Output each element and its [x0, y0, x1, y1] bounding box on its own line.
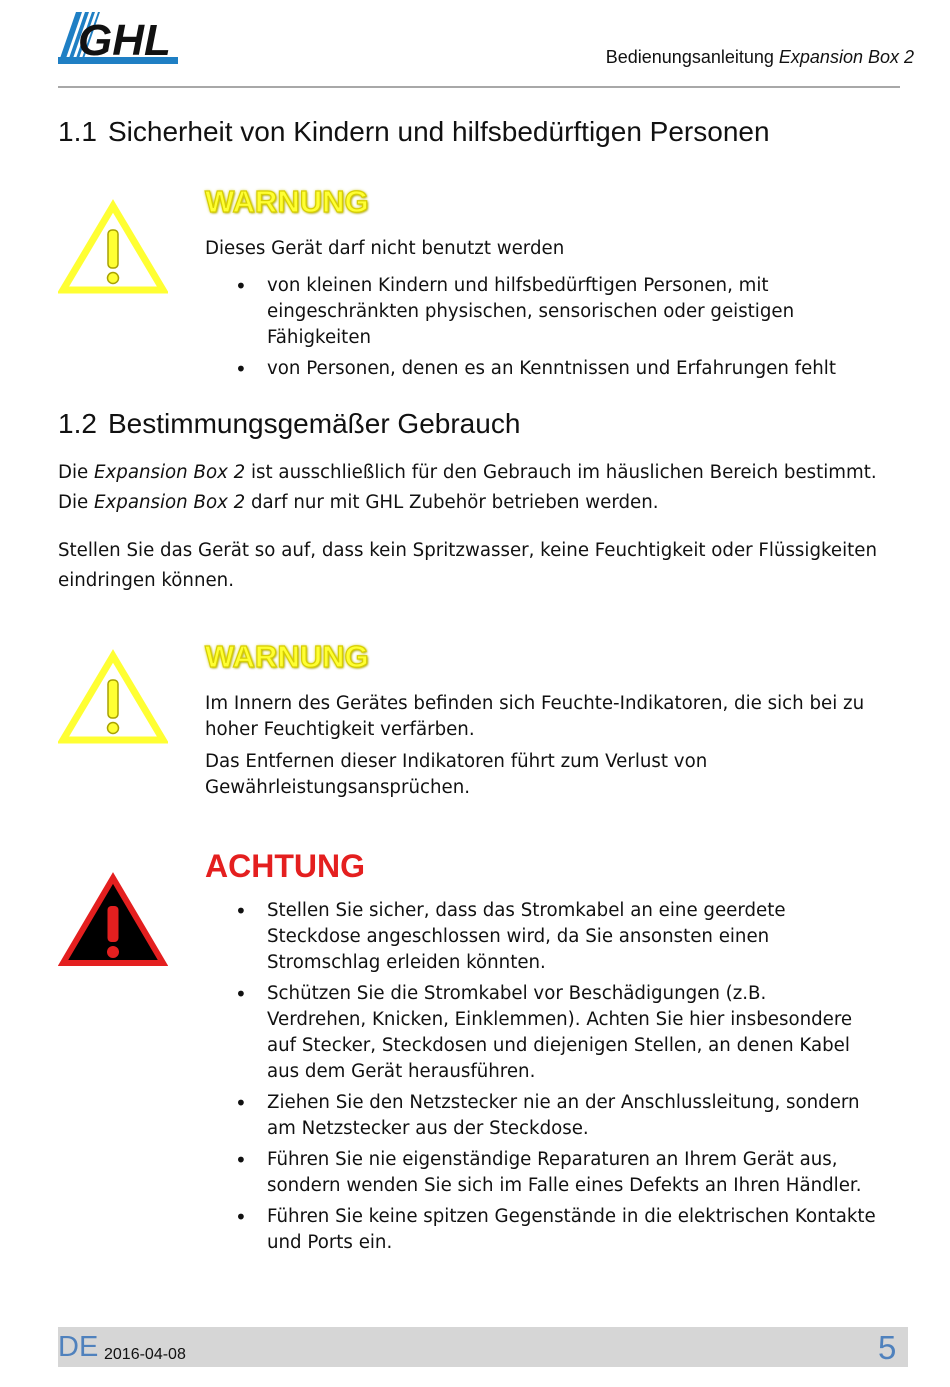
warning-triangle-icon: [58, 648, 168, 746]
product-name: Expansion Box 2: [778, 47, 914, 67]
placement-paragraph: Stellen Sie das Gerät so auf, dass kein Spritzwasser, keine Feuchtigkeit oder Flüssigkeiten eindringen können.: [58, 540, 877, 591]
text-run: Die: [58, 462, 95, 483]
warning-intro: Dieses Gerät darf nicht benutzt werden: [205, 238, 565, 259]
section-number: 1.1: [58, 116, 97, 147]
section-title: Bestimmungsgemäßer Gebrauch: [108, 408, 521, 439]
list-item: • Stellen Sie sicher, dass das Stromkabel an eine geerdete Steckdose angeschlossen wird, da Sie ansonsten einen Stromschlag erleiden könnten.: [205, 898, 867, 976]
list-item: • von Personen, denen es an Kenntnissen und Erfahrungen fehlt: [205, 356, 895, 382]
section-title: Sicherheit von Kindern und hilfsbedürftigen Personen: [108, 116, 770, 147]
warning-triangle-icon: [58, 198, 168, 296]
section-number: 1.2: [58, 408, 97, 439]
caution-box: [205, 898, 895, 1261]
section-1-1-heading: [58, 116, 770, 148]
usage-paragraph: [58, 458, 908, 518]
list-item: • Ziehen Sie den Netzstecker nie an der Anschlussleitung, sondern am Netzstecker aus der Steckdose.: [205, 1090, 889, 1142]
footer-language: DE: [58, 1331, 99, 1363]
page-number: 5: [878, 1329, 897, 1366]
warning-label: WARNUNG: [205, 184, 369, 219]
header-divider: [58, 86, 900, 88]
list-item: • von kleinen Kindern und hilfsbedürftigen Personen, mit eingeschränkten physischen, sensorischen oder geistigen Fähigkeiten: [205, 273, 827, 351]
ghl-logo: [58, 8, 180, 66]
list-item: • Führen Sie nie eigenständige Reparaturen an Ihrem Gerät aus, sondern wenden Sie sich im Falle eines Defekts an Ihren Händler.: [205, 1147, 867, 1199]
caution-label: ACHTUNG: [205, 848, 365, 884]
caution-list: [205, 898, 895, 1256]
logo-text: GHL: [78, 16, 171, 65]
product-name: Expansion Box 2: [94, 462, 246, 483]
warning-label: WARNUNG: [205, 639, 369, 674]
section-1-2-heading: [58, 408, 520, 440]
list-item: • Schützen Sie die Stromkabel vor Beschädigungen (z.B. Verdrehen, Knicken, Einklemmen). Achten Sie hier insbesondere auf Stecker, Steckdosen und diejenigen Stellen, an denen Kabel aus dem Gerät herausführen.: [205, 981, 867, 1085]
warning-list: [205, 273, 895, 382]
warning-text: Im Innern des Gerätes befinden sich Feuchte-Indikatoren, die sich bei zu hoher Feuchtigkeit verfärben.: [205, 693, 865, 740]
product-name: Expansion Box 2: [94, 492, 246, 513]
list-item: • Führen Sie keine spitzen Gegenstände in die elektrischen Kontakte und Ports ein.: [205, 1204, 877, 1256]
title-prefix: Bedienungsanleitung: [605, 47, 779, 67]
footer-date: 2016-04-08: [104, 1346, 186, 1363]
warning-box-1: [205, 236, 895, 387]
document-title: [606, 47, 914, 68]
text-run: darf nur mit GHL Zubehör betrieben werden.: [245, 492, 659, 513]
caution-triangle-icon: [58, 870, 168, 970]
warning-box-2: [205, 691, 885, 801]
warning-text: Das Entfernen dieser Indikatoren führt zum Verlust von Gewährleistungsansprüchen.: [205, 751, 708, 798]
text-run: ist ausschließlich für den Gebrauch im häuslichen Bereich bestimmt. Die: [58, 462, 877, 513]
